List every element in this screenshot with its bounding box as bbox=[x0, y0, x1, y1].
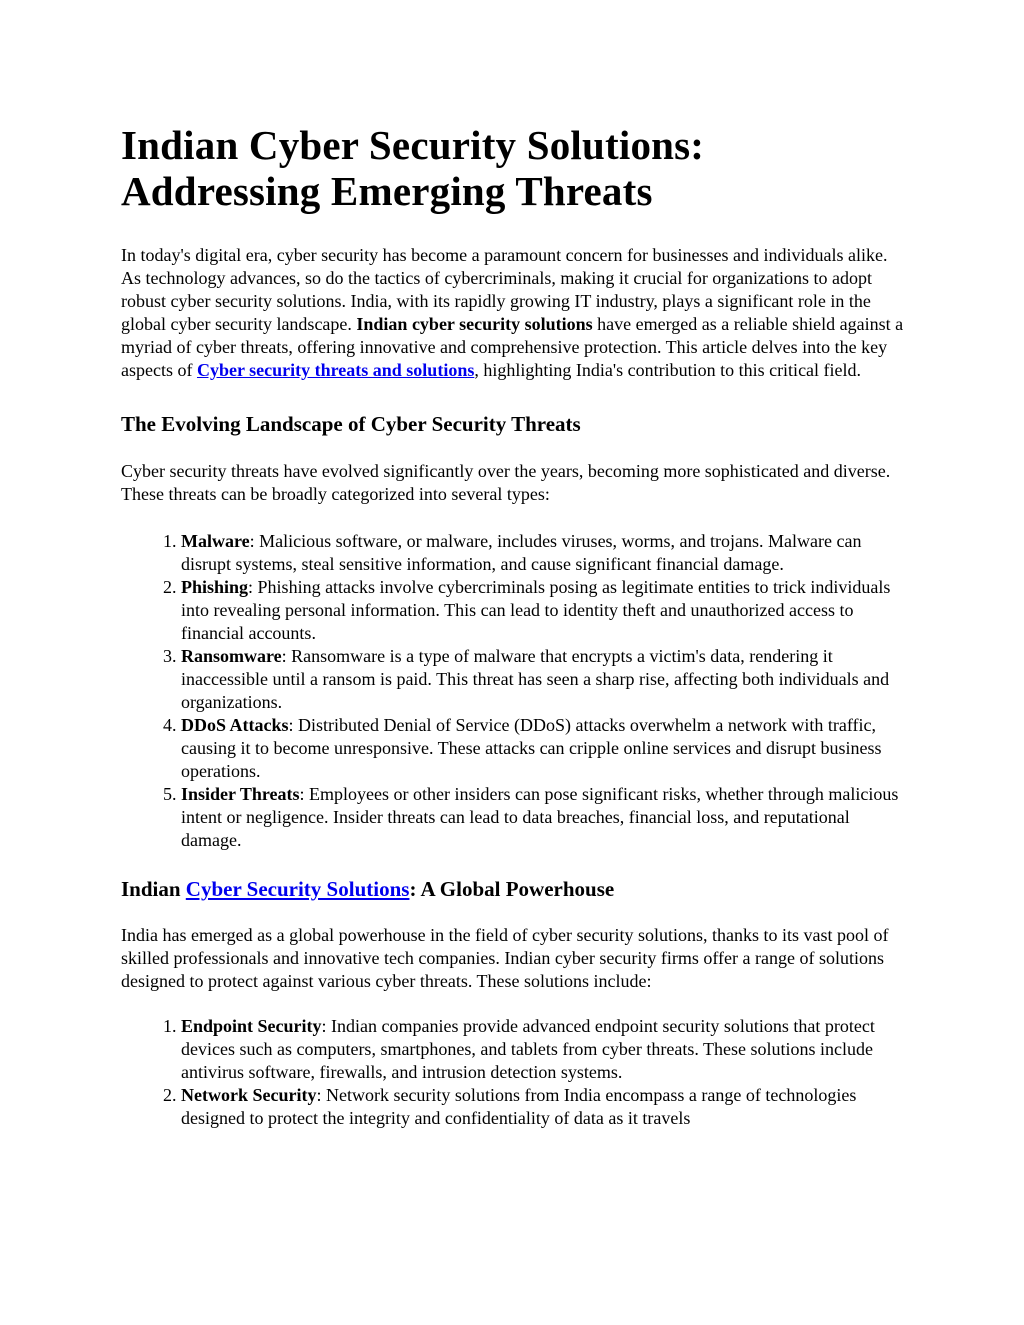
list-item bbox=[181, 783, 906, 852]
cyber-security-solutions-link[interactable]: Cyber Security Solutions bbox=[185, 877, 410, 901]
list-item-text: : Malicious software, or malware, includes viruses, worms, and trojans. Malware can disrupt systems, steal sensitive information, and cause significant financial damage. bbox=[181, 531, 862, 574]
list-item bbox=[181, 645, 906, 714]
list-item-term: Malware bbox=[181, 531, 250, 551]
document-page bbox=[121, 122, 906, 1154]
list-item-text: : Phishing attacks involve cybercriminals posing as legitimate entities to trick individuals into revealing personal information. This can lead to identity theft and unauthorized access to financial accounts. bbox=[181, 577, 891, 643]
section2-heading bbox=[121, 877, 906, 901]
section1-heading: The Evolving Landscape of Cyber Security Threats bbox=[121, 412, 581, 436]
cyber-threats-solutions-link[interactable]: Cyber security threats and solutions bbox=[196, 360, 475, 380]
list-item-term: Insider Threats bbox=[181, 784, 300, 804]
list-item-text: : Indian companies provide advanced endpoint security solutions that protect devices such as computers, smartphones, and tablets from cyber threats. These solutions include antivirus software, firewalls, and intrusion detection systems. bbox=[181, 1016, 875, 1082]
section2-heading-prefix: Indian bbox=[121, 877, 186, 901]
intro-text-1: In today's digital era, cyber security has become a paramount concern for businesses and individuals alike. As technology advances, so do the tactics of cybercriminals, making it crucial for organizations to adopt robust cyber security solutions. India, with its rapidly growing IT industry, plays a significant role in the global cyber security landscape. bbox=[121, 245, 888, 334]
list-item bbox=[181, 1084, 906, 1130]
page-title: Indian Cyber Security Solutions: Addressing Emerging Threats bbox=[121, 122, 705, 214]
list-item bbox=[181, 530, 906, 576]
intro-paragraph bbox=[121, 244, 906, 382]
intro-text-2: have emerged as a reliable shield against a myriad of cyber threats, offering innovative and comprehensive protection. This article delves into the key aspects of bbox=[121, 314, 904, 380]
list-item-term: Ransomware bbox=[181, 646, 282, 666]
list-item-term: Endpoint Security bbox=[181, 1016, 322, 1036]
list-item-text: : Network security solutions from India encompass a range of technologies designed to protect the integrity and confidentiality of data as it travels bbox=[181, 1085, 857, 1128]
threats-list bbox=[121, 530, 906, 852]
list-item-text: : Employees or other insiders can pose significant risks, whether through malicious intent or negligence. Insider threats can lead to data breaches, financial loss, and reputational damage. bbox=[181, 784, 899, 850]
intro-text-3: , highlighting India's contribution to this critical field. bbox=[474, 360, 862, 380]
list-item-term: Network Security bbox=[181, 1085, 317, 1105]
list-item-term: DDoS Attacks bbox=[181, 715, 289, 735]
section2-heading-suffix: : A Global Powerhouse bbox=[409, 877, 615, 901]
list-item-term: Phishing bbox=[181, 577, 249, 597]
list-item bbox=[181, 576, 906, 645]
intro-bold-text: Indian cyber security solutions bbox=[356, 314, 593, 334]
solutions-list bbox=[121, 1015, 906, 1130]
list-item bbox=[181, 714, 906, 783]
section2-paragraph: India has emerged as a global powerhouse in the field of cyber security solutions, thanks to its vast pool of skilled professionals and innovative tech companies. Indian cyber security firms offer a range of solutions designed to protect against various cyber threats. These solutions include: bbox=[121, 925, 889, 991]
section1-paragraph: Cyber security threats have evolved significantly over the years, becoming more sophisticated and diverse. These threats can be broadly categorized into several types: bbox=[121, 461, 891, 504]
list-item-text: : Distributed Denial of Service (DDoS) attacks overwhelm a network with traffic, causing it to become unresponsive. These attacks can cripple online services and disrupt business operations. bbox=[181, 715, 882, 781]
list-item-text: : Ransomware is a type of malware that encrypts a victim's data, rendering it inaccessible until a ransom is paid. This threat has seen a sharp rise, affecting both individuals and organizations. bbox=[181, 646, 890, 712]
list-item bbox=[181, 1015, 906, 1084]
